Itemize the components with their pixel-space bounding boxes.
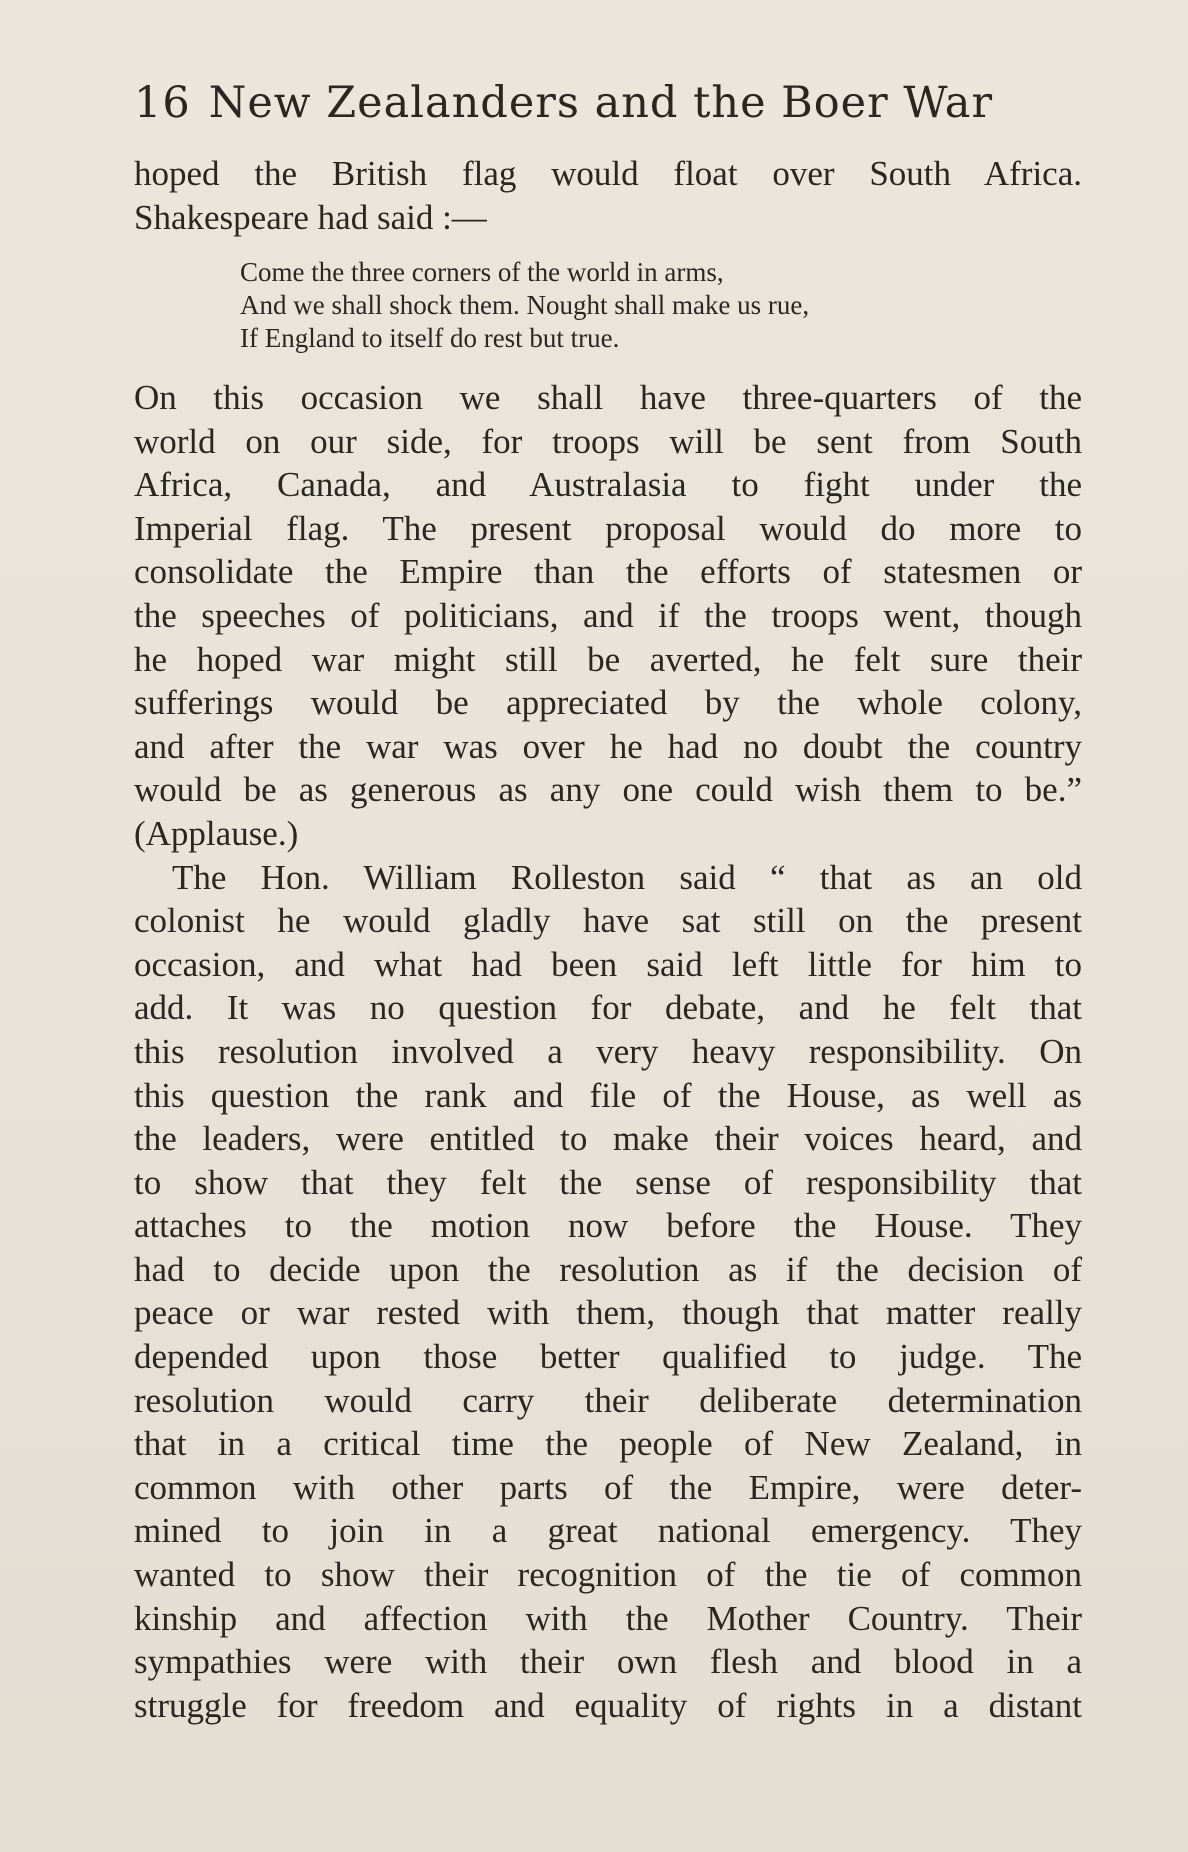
page-number: 16	[134, 78, 191, 128]
text-line: colonist he would gladly have sat still on the present	[134, 901, 1082, 941]
text-line: mined to join in a great national emergency. They	[134, 1511, 1082, 1551]
text-line: had to decide upon the resolution as if the decision of	[134, 1249, 1082, 1289]
text-line: that in a critical time the people of New Zealand, in	[134, 1424, 1082, 1464]
text-line: world on our side, for troops will be sent from South	[134, 421, 1082, 461]
text-line: this question the rank and file of the House, as well as	[134, 1075, 1082, 1115]
text-line: add. It was no question for debate, and he felt that	[134, 988, 1082, 1028]
text-line: On this occasion we shall have three-quarters of the	[134, 378, 1082, 417]
text-line: peace or war rested with them, though that matter really	[134, 1293, 1082, 1333]
text-line: the speeches of politicians, and if the troops went, though	[134, 595, 1082, 635]
text-line: consolidate the Empire than the efforts of statesmen or	[134, 552, 1082, 592]
running-header	[134, 78, 1082, 138]
text-line: to show that they felt the sense of responsibility that	[134, 1162, 1082, 1202]
shakespeare-quotation	[240, 256, 1040, 355]
text-line: hoped the British flag would float over South Africa.	[134, 154, 1082, 193]
text-line: wanted to show their recognition of the tie of common	[134, 1555, 1082, 1595]
text-line: the leaders, were entitled to make their voices heard, and	[134, 1119, 1082, 1159]
text-line: sympathies were with their own flesh and blood in a	[134, 1642, 1082, 1682]
text-line: struggle for freedom and equality of rights in a distant	[134, 1685, 1082, 1725]
text-line: common with other parts of the Empire, were deter-	[134, 1467, 1082, 1507]
text-line: he hoped war might still be averted, he felt sure their	[134, 639, 1082, 679]
text-line: kinship and affection with the Mother Country. Their	[134, 1598, 1082, 1638]
quote-line: If England to itself do rest but true.	[240, 323, 620, 353]
text-line: would be as generous as any one could wish them to be.”	[134, 770, 1082, 810]
paragraph-1	[134, 152, 1082, 239]
text-line: and after the war was over he had no doubt the country	[134, 726, 1082, 766]
text-line: resolution would carry their deliberate determination	[134, 1380, 1082, 1420]
quote-line: And we shall shock them. Nought shall make us rue,	[240, 290, 810, 320]
text-line: this resolution involved a very heavy responsibility. On	[134, 1031, 1082, 1071]
text-line: occasion, and what had been said left little for him to	[134, 944, 1082, 984]
text-line: (Applause.)	[134, 813, 299, 853]
text-line: depended upon those better qualified to judge. The	[134, 1337, 1082, 1377]
paragraph-2-and-3	[134, 376, 1082, 1727]
text-line: Imperial flag. The present proposal would do more to	[134, 508, 1082, 548]
running-title: New Zealanders and the Boer War	[208, 78, 993, 128]
text-line: The Hon. William Rolleston said “ that as an old	[172, 857, 1082, 897]
quote-line: Come the three corners of the world in arms,	[240, 257, 724, 287]
text-line: attaches to the motion now before the House. They	[134, 1206, 1082, 1246]
text-line: Shakespeare had said :—	[134, 197, 487, 237]
text-line: sufferings would be appreciated by the whole colony,	[134, 683, 1082, 723]
text-line: Africa, Canada, and Australasia to fight under the	[134, 465, 1082, 505]
